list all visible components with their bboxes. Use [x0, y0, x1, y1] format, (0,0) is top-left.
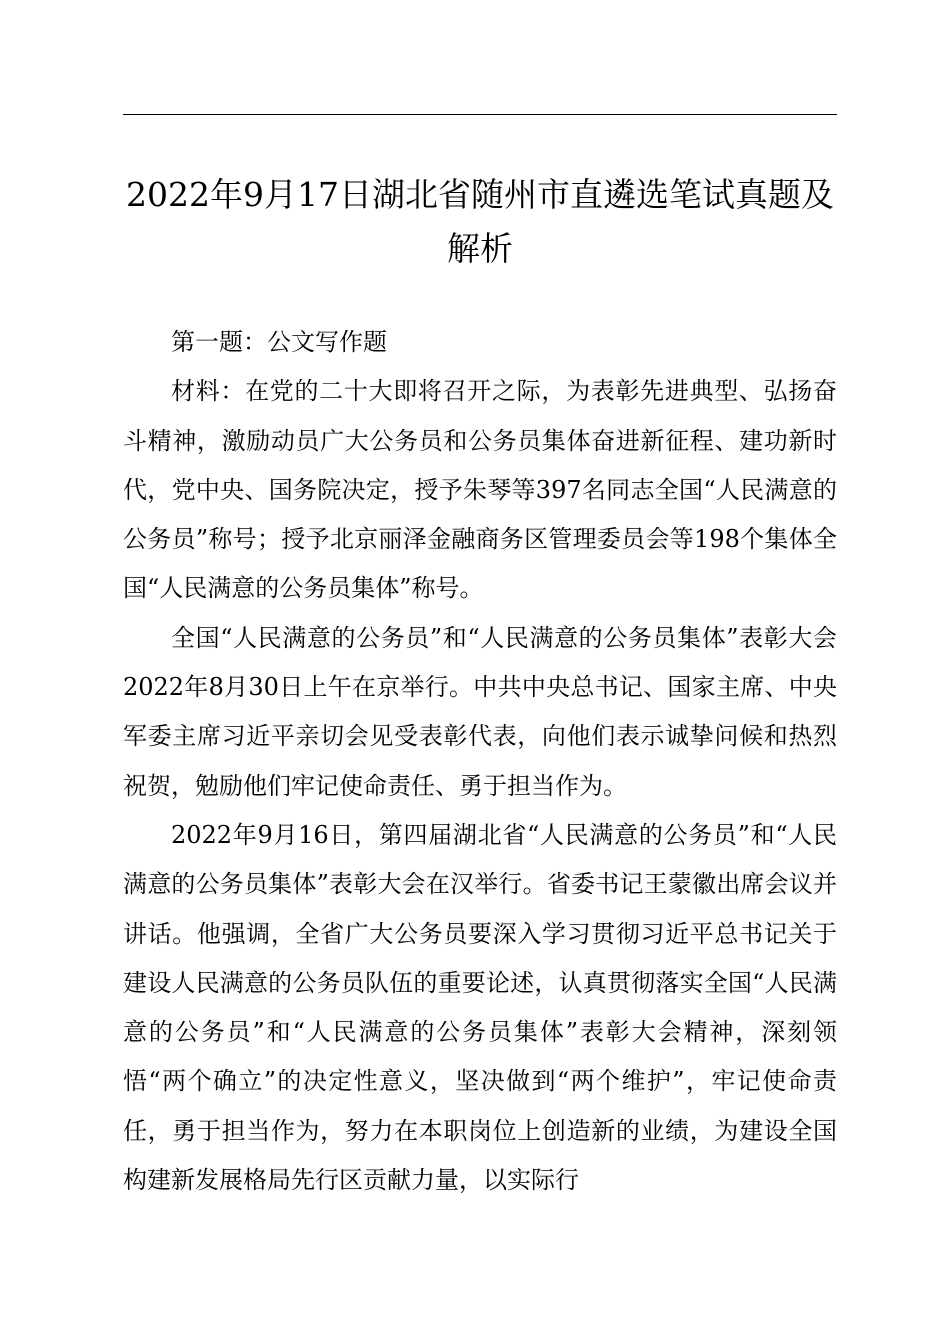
section-heading: 第一题：公文写作题 — [171, 328, 387, 356]
document-body — [123, 318, 837, 1205]
paragraph-hubei-conference: 2022年9月16日，第四届湖北省“人民满意的公务员”和“人民满意的公务员集体”表彰大会在汉举行。省委书记王蒙徽出席会议并讲话。他强调，全省广大公务员要深入学习贯彻习近平总书记关于建设人民满意的公务员队伍的重要论述，认真贯彻落实全国“人民满意的公务员”和“人民满意的公务员集体”表彰大会精神，深刻领悟“两个确立”的决定性意义，坚决做到“两个维护”，牢记使命责任，勇于担当作为，努力在本职岗位上创造新的业绩，为建设全国构建新发展格局先行区贡献力量，以实际行 — [123, 820, 837, 1195]
header-rule — [123, 114, 837, 115]
document-title: 2022年9月17日湖北省随州市直遴选笔试真题及解析 — [126, 175, 834, 268]
paragraph-material: 材料：在党的二十大即将召开之际，为表彰先进典型、弘扬奋斗精神，激励动员广大公务员和公务员集体奋进新征程、建功新时代，党中央、国务院决定，授予朱琴等397名同志全国“人民满意的公务员”称号；授予北京丽泽金融商务区管理委员会等198个集体全国“人民满意的公务员集体”称号。 — [123, 377, 837, 603]
paragraph-national-conference: 全国“人民满意的公务员”和“人民满意的公务员集体”表彰大会2022年8月30日上午在京举行。中共中央总书记、国家主席、中央军委主席习近平亲切会见受表彰代表，向他们表示诚挚问候和热烈祝贺，勉励他们牢记使命责任、勇于担当作为。 — [123, 623, 837, 800]
